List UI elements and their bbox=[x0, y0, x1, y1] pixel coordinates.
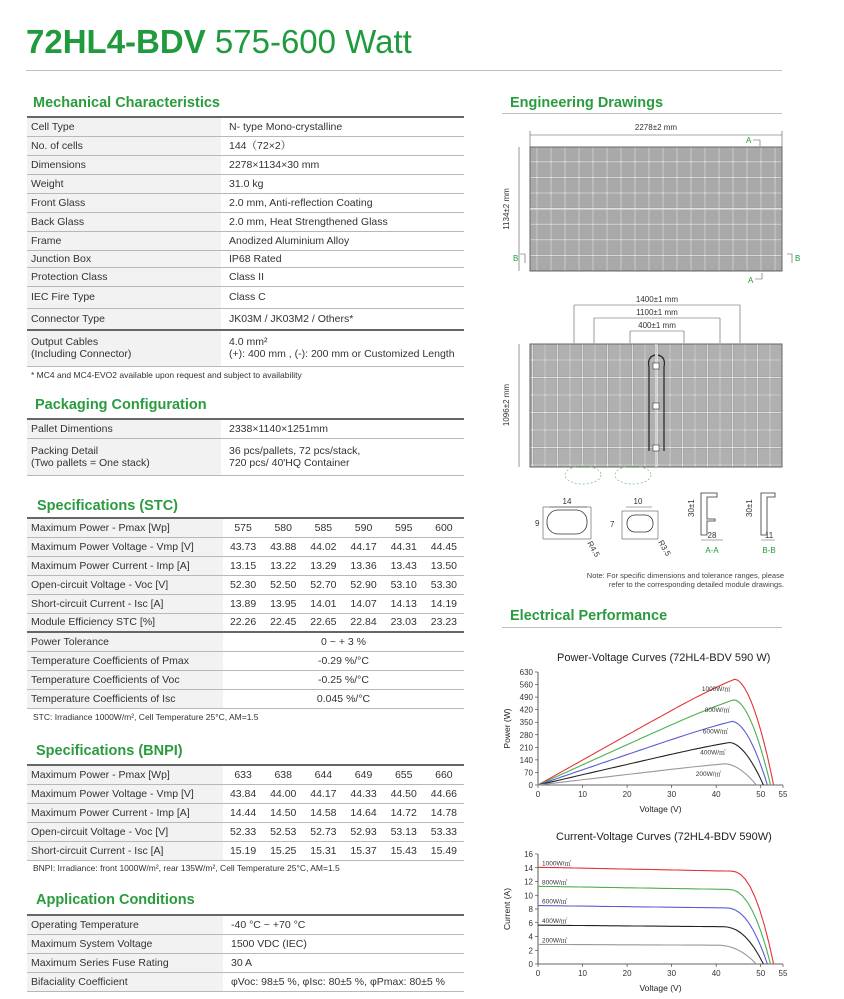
mechanical-table bbox=[27, 116, 464, 367]
packaging-heading: Packaging Configuration bbox=[35, 397, 207, 413]
row-value: 13.22 bbox=[263, 556, 303, 575]
y-tick-label: 140 bbox=[519, 755, 533, 765]
section-bb bbox=[745, 493, 776, 555]
row-value: 53.30 bbox=[424, 575, 464, 594]
section-b-right: B bbox=[795, 254, 801, 263]
y-tick-label: 420 bbox=[519, 705, 533, 715]
y-axis-label: Current (A) bbox=[502, 887, 512, 931]
y-tick-label: 10 bbox=[524, 891, 533, 901]
series-label: 800W/㎡ bbox=[542, 879, 568, 887]
row-label: Front Glass bbox=[27, 193, 221, 212]
row-label: Maximum Power - Pmax [Wp] bbox=[27, 518, 223, 537]
table-row bbox=[27, 915, 464, 934]
bnpi-heading: Specifications (BNPI) bbox=[36, 743, 183, 759]
row-value: 52.53 bbox=[263, 822, 303, 841]
x-tick-label: 30 bbox=[667, 969, 677, 978]
x-tick-label: 50 bbox=[756, 969, 766, 978]
series-line bbox=[538, 721, 767, 785]
x-tick-label: 20 bbox=[622, 790, 632, 799]
stc-table bbox=[27, 517, 464, 709]
y-tick-label: 8 bbox=[528, 905, 533, 914]
stc-note: STC: Irradiance 1000W/m², Cell Temperature 25°C, AM=1.5 bbox=[33, 712, 259, 722]
model-name: 72HL4-BDV bbox=[26, 23, 206, 60]
row-value: 44.02 bbox=[303, 537, 343, 556]
detail1-width: 14 bbox=[562, 497, 572, 506]
x-tick-label: 55 bbox=[778, 969, 788, 978]
row-value: 13.36 bbox=[343, 556, 383, 575]
row-value: 44.31 bbox=[384, 537, 424, 556]
series-line bbox=[538, 944, 756, 964]
row-label: Cell Type bbox=[27, 117, 221, 136]
table-row bbox=[27, 250, 464, 267]
bnpi-note: BNPI: Irradiance: front 1000W/m², rear 135W/m², Cell Temperature 25°C, AM=1.5 bbox=[33, 863, 340, 873]
row-label: Short-circuit Current - Isc [A] bbox=[27, 841, 223, 860]
row-value: 15.49 bbox=[424, 841, 464, 860]
row-value: 13.15 bbox=[223, 556, 263, 575]
row-value: 644 bbox=[303, 765, 343, 784]
y-tick-label: 490 bbox=[519, 693, 533, 703]
table-row bbox=[27, 784, 464, 803]
row-value: 13.50 bbox=[424, 556, 464, 575]
table-row bbox=[27, 953, 464, 972]
y-tick-label: 0 bbox=[528, 960, 533, 969]
row-value: 600 bbox=[424, 518, 464, 537]
packaging-table bbox=[27, 418, 464, 476]
row-value: 22.45 bbox=[263, 613, 303, 632]
series-label: 400W/㎡ bbox=[542, 918, 568, 926]
row-value: 14.01 bbox=[303, 594, 343, 613]
row-value: 23.03 bbox=[384, 613, 424, 632]
y-tick-label: 0 bbox=[528, 781, 533, 790]
row-label: Bifaciality Coefficient bbox=[27, 972, 223, 991]
row-value: 52.33 bbox=[223, 822, 263, 841]
row-value: 15.25 bbox=[263, 841, 303, 860]
row-value: 1500 VDC (IEC) bbox=[223, 934, 464, 953]
row-value: 22.84 bbox=[343, 613, 383, 632]
aa-label: A-A bbox=[705, 546, 719, 555]
row-value: 43.73 bbox=[223, 537, 263, 556]
row-value: 52.70 bbox=[303, 575, 343, 594]
row-label: Open-circuit Voltage - Voc [V] bbox=[27, 575, 223, 594]
row-value: 585 bbox=[303, 518, 343, 537]
detail2-height: 7 bbox=[610, 520, 615, 529]
mounting-hole-detail-1 bbox=[535, 497, 602, 559]
row-value: Anodized Aluminium Alloy bbox=[221, 231, 464, 250]
y-tick-label: 210 bbox=[519, 743, 533, 753]
row-value: 14.50 bbox=[263, 803, 303, 822]
row-value: 52.90 bbox=[343, 575, 383, 594]
section-a-bottom: A bbox=[748, 276, 754, 285]
x-axis-label: Voltage (V) bbox=[639, 804, 682, 814]
row-value: 44.17 bbox=[343, 537, 383, 556]
table-row bbox=[27, 136, 464, 155]
row-value: 22.65 bbox=[303, 613, 343, 632]
row-value: 53.13 bbox=[384, 822, 424, 841]
row-label: IEC Fire Type bbox=[27, 286, 221, 308]
row-value: 14.44 bbox=[223, 803, 263, 822]
row-value: 14.19 bbox=[424, 594, 464, 613]
y-tick-label: 14 bbox=[524, 863, 533, 873]
row-value: 52.73 bbox=[303, 822, 343, 841]
y-tick-label: 6 bbox=[528, 918, 533, 928]
row-label: Temperature Coefficients of Voc bbox=[27, 670, 223, 689]
height-label: 1134±2 mm bbox=[502, 188, 511, 230]
series-line bbox=[538, 743, 763, 786]
y-tick-label: 350 bbox=[519, 718, 533, 728]
connector-note: * MC4 and MC4-EVO2 available upon request and subject to availability bbox=[31, 370, 302, 380]
y-tick-label: 12 bbox=[524, 877, 533, 887]
row-value: -0.25 %/°C bbox=[223, 670, 464, 689]
wattage-range: 575-600 Watt bbox=[214, 23, 412, 60]
row-value: 649 bbox=[343, 765, 383, 784]
x-tick-label: 0 bbox=[535, 790, 541, 799]
table-row bbox=[27, 594, 464, 613]
row-label: No. of cells bbox=[27, 136, 221, 155]
series-label: 800W/㎡ bbox=[704, 706, 730, 714]
series-label: 1000W/㎡ bbox=[542, 860, 571, 868]
y-tick-label: 70 bbox=[524, 768, 533, 778]
y-tick-label: 560 bbox=[519, 680, 533, 690]
row-value: 638 bbox=[263, 765, 303, 784]
series-line bbox=[538, 867, 774, 964]
section-b-left: B bbox=[513, 254, 519, 263]
x-tick-label: 40 bbox=[711, 969, 721, 978]
row-value: 30 A bbox=[223, 953, 464, 972]
x-tick-label: 55 bbox=[778, 790, 788, 799]
y-tick-label: 280 bbox=[519, 730, 533, 740]
row-value: 13.89 bbox=[223, 594, 263, 613]
row-value: 2.0 mm, Anti-reflection Coating bbox=[221, 193, 464, 212]
row-label: Protection Class bbox=[27, 267, 221, 286]
table-row bbox=[27, 651, 464, 670]
table-row bbox=[27, 286, 464, 308]
table-row bbox=[27, 765, 464, 784]
row-value: 43.84 bbox=[223, 784, 263, 803]
page-title bbox=[26, 22, 412, 62]
row-label: Maximum Power - Pmax [Wp] bbox=[27, 765, 223, 784]
row-value: 14.72 bbox=[384, 803, 424, 822]
table-row bbox=[27, 689, 464, 708]
aa-width: 28 bbox=[707, 531, 717, 540]
y-tick-label: 4 bbox=[528, 932, 533, 942]
row-value: 144（72×2） bbox=[221, 136, 464, 155]
detail2-width: 10 bbox=[633, 497, 643, 506]
series-label: 1000W/㎡ bbox=[701, 686, 731, 694]
bb-label: B-B bbox=[762, 546, 776, 555]
row-value: IP68 Rated bbox=[221, 250, 464, 267]
row-value: 31.0 kg bbox=[221, 174, 464, 193]
table-row bbox=[27, 117, 464, 136]
bb-height: 30±1 bbox=[745, 499, 754, 517]
x-tick-label: 40 bbox=[711, 790, 721, 799]
row-label: Frame bbox=[27, 231, 221, 250]
bb-width: 11 bbox=[764, 531, 774, 540]
row-value: 580 bbox=[263, 518, 303, 537]
table-row bbox=[27, 822, 464, 841]
row-value: 14.78 bbox=[424, 803, 464, 822]
row-value: 655 bbox=[384, 765, 424, 784]
mounting-hole-detail-2 bbox=[610, 497, 673, 558]
drawings-note: Note: For specific dimensions and tolerance ranges, please refer to the corresponding detailed module drawings. bbox=[586, 571, 784, 589]
row-value: N- type Mono-crystalline bbox=[221, 117, 464, 136]
y-tick-label: 2 bbox=[528, 946, 533, 956]
table-row bbox=[27, 613, 464, 632]
row-value: 660 bbox=[424, 765, 464, 784]
pv-chart bbox=[500, 664, 800, 820]
row-label: Temperature Coefficients of Pmax bbox=[27, 651, 223, 670]
x-tick-label: 20 bbox=[622, 969, 632, 978]
section-aa bbox=[687, 493, 723, 555]
front-view bbox=[502, 123, 800, 285]
x-tick-label: 10 bbox=[578, 969, 587, 978]
row-label: Maximum Power Current - Imp [A] bbox=[27, 556, 223, 575]
row-value: -40 °C ~ +70 °C bbox=[223, 915, 464, 934]
table-row bbox=[27, 155, 464, 174]
height2-label: 1096±2 mm bbox=[502, 383, 511, 427]
row-value: 2.0 mm, Heat Strengthened Glass bbox=[221, 212, 464, 231]
application-heading: Application Conditions bbox=[36, 892, 195, 908]
row-value: φVoc: 98±5 %, φIsc: 80±5 %, φPmax: 80±5 % bbox=[223, 972, 464, 991]
y-tick-label: 16 bbox=[524, 850, 533, 859]
table-row bbox=[27, 174, 464, 193]
row-label: Back Glass bbox=[27, 212, 221, 231]
row-label: Maximum Power Current - Imp [A] bbox=[27, 803, 223, 822]
row-label: Power Tolerance bbox=[27, 632, 223, 651]
aa-height: 30±1 bbox=[687, 499, 696, 517]
row-value: 22.26 bbox=[223, 613, 263, 632]
table-row bbox=[27, 556, 464, 575]
bnpi-table bbox=[27, 764, 464, 861]
table-row bbox=[27, 537, 464, 556]
mechanical-heading: Mechanical Characteristics bbox=[33, 95, 220, 111]
row-value: 15.19 bbox=[223, 841, 263, 860]
pv-chart-title: Power-Voltage Curves (72HL4-BDV 590 W) bbox=[557, 652, 771, 664]
table-row bbox=[27, 193, 464, 212]
x-tick-label: 0 bbox=[535, 969, 541, 978]
row-value: 44.50 bbox=[384, 784, 424, 803]
pallet-value: 2338×1140×1251mm bbox=[221, 419, 464, 438]
row-value: 595 bbox=[384, 518, 424, 537]
row-value: -0.29 %/°C bbox=[223, 651, 464, 670]
row-value: Class II bbox=[221, 267, 464, 286]
detail1-radius: R4.5 bbox=[585, 539, 602, 559]
row-value: 44.00 bbox=[263, 784, 303, 803]
electrical-divider bbox=[502, 627, 782, 628]
width-label: 2278±2 mm bbox=[634, 123, 678, 132]
row-value: 44.66 bbox=[424, 784, 464, 803]
row-value: JK03M / JK03M2 / Others* bbox=[221, 308, 464, 330]
table-row bbox=[27, 670, 464, 689]
table-row bbox=[27, 972, 464, 991]
table-row bbox=[27, 308, 464, 330]
table-row bbox=[27, 575, 464, 594]
table-row bbox=[27, 231, 464, 250]
iv-chart-title: Current-Voltage Curves (72HL4-BDV 590W) bbox=[556, 831, 772, 843]
row-value: 633 bbox=[223, 765, 263, 784]
row-label: Connector Type bbox=[27, 308, 221, 330]
table-row bbox=[27, 934, 464, 953]
series-label: 200W/㎡ bbox=[695, 770, 722, 778]
row-label: Maximum System Voltage bbox=[27, 934, 223, 953]
row-value: 0.045 %/°C bbox=[223, 689, 464, 708]
series-line bbox=[538, 906, 767, 964]
packing-value: 36 pcs/pallets, 72 pcs/stack, 720 pcs/ 40'HQ Container bbox=[221, 438, 464, 475]
dim-1100: 1100±1 mm bbox=[636, 308, 678, 317]
row-value: 53.10 bbox=[384, 575, 424, 594]
row-label: Weight bbox=[27, 174, 221, 193]
electrical-heading: Electrical Performance bbox=[510, 608, 668, 624]
row-value: 43.88 bbox=[263, 537, 303, 556]
y-tick-label: 630 bbox=[519, 668, 533, 677]
row-value: 590 bbox=[343, 518, 383, 537]
series-label: 600W/㎡ bbox=[702, 728, 729, 736]
row-value: 23.23 bbox=[424, 613, 464, 632]
cables-value: 4.0 mm² (+): 400 mm , (-): 200 mm or Customized Length bbox=[221, 330, 464, 366]
engineering-drawing bbox=[495, 115, 815, 595]
row-value: 15.31 bbox=[303, 841, 343, 860]
table-row bbox=[27, 632, 464, 651]
pallet-label: Pallet Dimentions bbox=[27, 419, 221, 438]
series-label: 200W/㎡ bbox=[542, 937, 568, 945]
row-value: 14.58 bbox=[303, 803, 343, 822]
x-tick-label: 30 bbox=[667, 790, 677, 799]
series-label: 600W/㎡ bbox=[542, 898, 568, 906]
iv-chart bbox=[500, 846, 800, 999]
back-view bbox=[502, 295, 782, 484]
stc-heading: Specifications (STC) bbox=[37, 498, 178, 514]
series-label: 400W/㎡ bbox=[700, 749, 726, 757]
row-label: Open-circuit Voltage - Voc [V] bbox=[27, 822, 223, 841]
drawings-heading: Engineering Drawings bbox=[510, 95, 664, 111]
row-value: 2278×1134×30 mm bbox=[221, 155, 464, 174]
series-line bbox=[538, 700, 771, 785]
row-value: Class C bbox=[221, 286, 464, 308]
detail1-height: 9 bbox=[535, 519, 540, 528]
row-label: Temperature Coefficients of Isc bbox=[27, 689, 223, 708]
row-value: 44.45 bbox=[424, 537, 464, 556]
row-value: 14.07 bbox=[343, 594, 383, 613]
row-label: Maximum Power Voltage - Vmp [V] bbox=[27, 784, 223, 803]
drawings-divider bbox=[502, 113, 782, 114]
row-value: 13.43 bbox=[384, 556, 424, 575]
row-value: 14.13 bbox=[384, 594, 424, 613]
row-value: 15.43 bbox=[384, 841, 424, 860]
x-tick-label: 50 bbox=[756, 790, 766, 799]
row-value: 52.50 bbox=[263, 575, 303, 594]
table-row bbox=[27, 803, 464, 822]
table-row bbox=[27, 212, 464, 231]
row-value: 13.95 bbox=[263, 594, 303, 613]
row-value: 0 ~ + 3 % bbox=[223, 632, 464, 651]
x-tick-label: 10 bbox=[578, 790, 587, 799]
cables-label: Output Cables (Including Connector) bbox=[27, 330, 221, 366]
row-label: Dimensions bbox=[27, 155, 221, 174]
application-table bbox=[27, 914, 464, 992]
row-value: 13.29 bbox=[303, 556, 343, 575]
row-label: Short-circuit Current - Isc [A] bbox=[27, 594, 223, 613]
row-value: 14.64 bbox=[343, 803, 383, 822]
row-value: 52.93 bbox=[343, 822, 383, 841]
table-row bbox=[27, 267, 464, 286]
row-value: 44.17 bbox=[303, 784, 343, 803]
row-label: Maximum Series Fuse Rating bbox=[27, 953, 223, 972]
row-label: Junction Box bbox=[27, 250, 221, 267]
row-value: 575 bbox=[223, 518, 263, 537]
table-row bbox=[27, 841, 464, 860]
row-label: Maximum Power Voltage - Vmp [V] bbox=[27, 537, 223, 556]
row-label: Module Efficiency STC [%] bbox=[27, 613, 223, 632]
row-label: Operating Temperature bbox=[27, 915, 223, 934]
detail2-radius: R3.5 bbox=[656, 538, 673, 558]
table-row bbox=[27, 518, 464, 537]
section-a-top: A bbox=[746, 136, 752, 145]
row-value: 53.33 bbox=[424, 822, 464, 841]
y-axis-label: Power (W) bbox=[502, 708, 512, 749]
row-value: 52.30 bbox=[223, 575, 263, 594]
dim-400: 400±1 mm bbox=[638, 321, 676, 330]
title-divider bbox=[26, 70, 782, 71]
packing-label: Packing Detail (Two pallets = One stack) bbox=[27, 438, 221, 475]
row-value: 44.33 bbox=[343, 784, 383, 803]
row-value: 15.37 bbox=[343, 841, 383, 860]
x-axis-label: Voltage (V) bbox=[639, 983, 682, 993]
dim-1400: 1400±1 mm bbox=[635, 295, 679, 304]
